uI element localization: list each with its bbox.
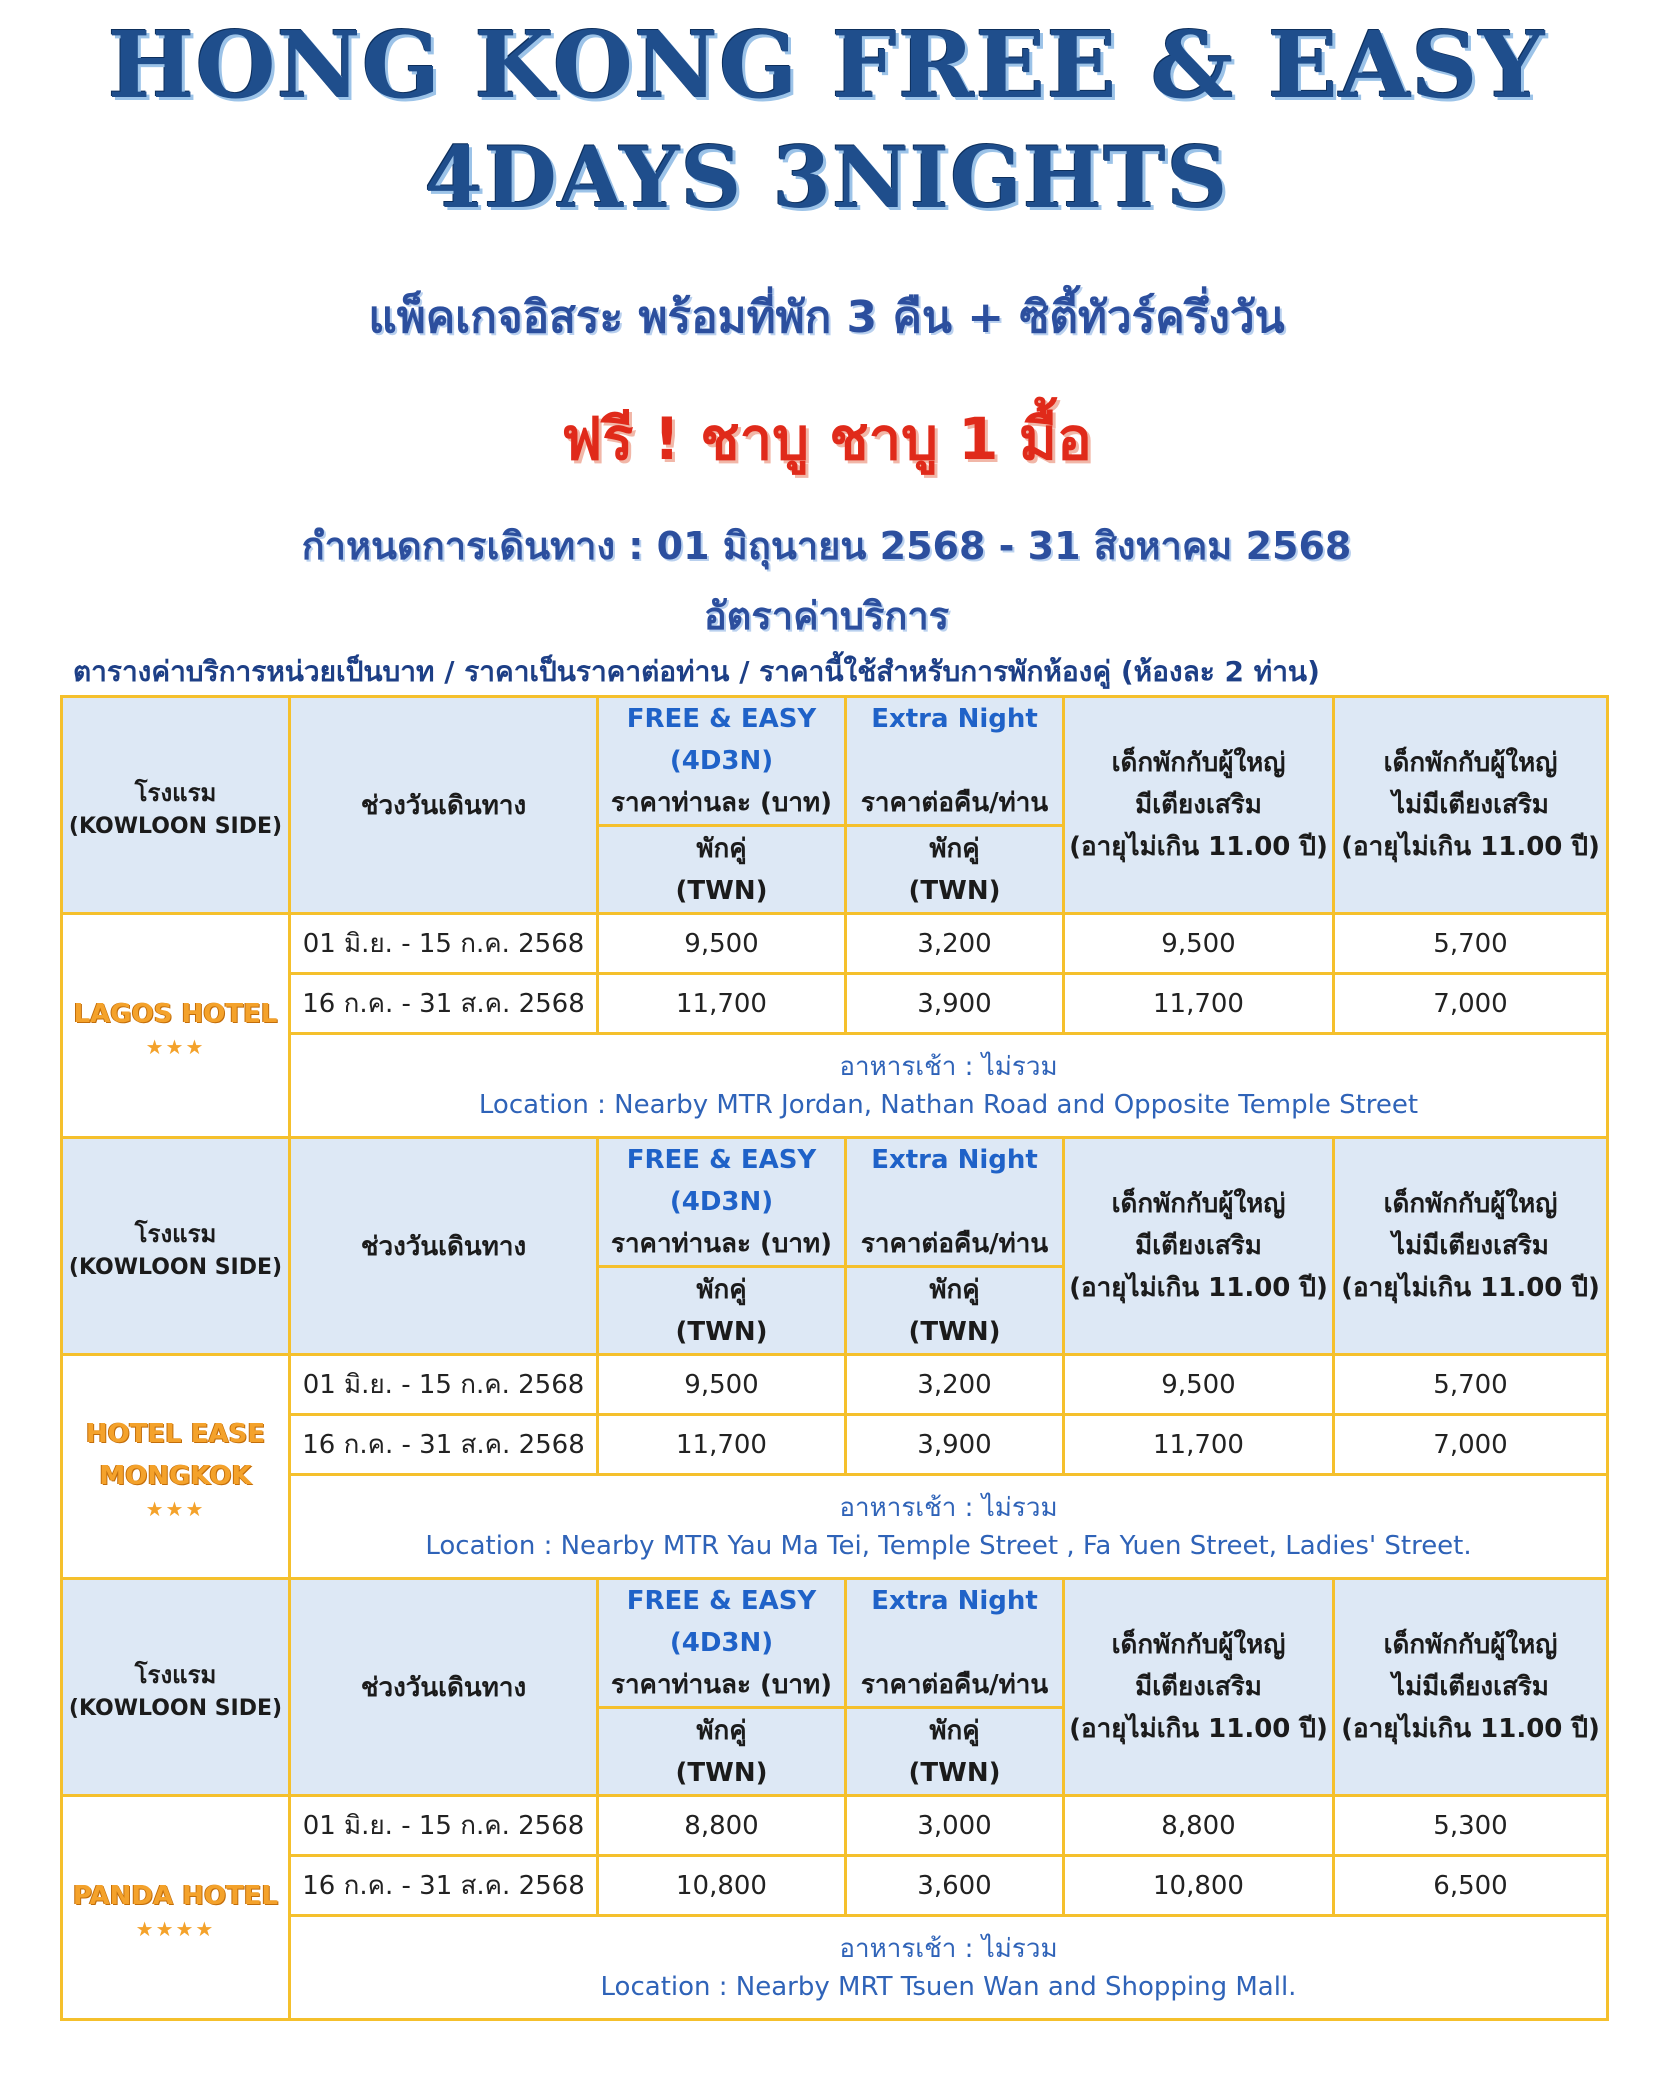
period-column-header [290, 1138, 598, 1355]
price-row [62, 914, 1608, 974]
hotel-side-label: (KOWLOON SIDE) [68, 813, 283, 839]
extra-night-price: 3,200 [846, 1355, 1064, 1415]
travel-period-cell: 16 ก.ค. - 31 ส.ค. 2568 [290, 1856, 598, 1916]
free-easy-column-header [598, 1579, 846, 1708]
hotel-name-cell [62, 1796, 290, 2020]
hotel-info-cell [290, 1916, 1608, 2020]
price-row [62, 1796, 1608, 1856]
child-bed-label-1: เด็กพักกับผู้ใหญ่ [1111, 1630, 1286, 1660]
child-extra-bed-price: 8,800 [1064, 1796, 1334, 1856]
twin-label: พักคู่ [929, 833, 980, 864]
extra-night-twin-header [846, 826, 1064, 914]
child-no-bed-price: 5,300 [1334, 1796, 1608, 1856]
extra-night-price: 3,900 [846, 974, 1064, 1034]
child-nobed-label-1: เด็กพักกับผู้ใหญ่ [1383, 748, 1558, 778]
child-no-bed-price: 6,500 [1334, 1856, 1608, 1916]
child-bed-label-1: เด็กพักกับผู้ใหญ่ [1111, 748, 1286, 778]
hotel-info-row [62, 1475, 1608, 1579]
breakfast-info: อาหารเช้า : ไม่รวม [839, 1051, 1058, 1082]
extra-night-price: 3,600 [846, 1856, 1064, 1916]
free-easy-price-label: ราคาท่านละ (บาท) [610, 788, 833, 818]
extra-night-price-label: ราคาต่อคืน/ท่าน [860, 788, 1049, 818]
child-extra-bed-price: 11,700 [1064, 974, 1334, 1034]
breakfast-info: อาหารเช้า : ไม่รวม [839, 1492, 1058, 1523]
hotel-info-cell [290, 1475, 1608, 1579]
hotel-info-cell [290, 1034, 1608, 1138]
twn-label: (TWN) [908, 875, 1001, 906]
extra-night-price: 3,000 [846, 1796, 1064, 1856]
twn-label: (TWN) [908, 1757, 1001, 1788]
free-easy-label: FREE & EASY [626, 1145, 817, 1175]
promo-text: ฟรี ! ชาบู ชาบู 1 มื้อ [561, 405, 1092, 473]
hotel-name-line-2: MONGKOK [99, 1460, 252, 1491]
extra-night-column-header [846, 1138, 1064, 1267]
location-info: Location : Nearby MTR Jordan, Nathan Road and Opposite Temple Street [478, 1089, 1419, 1120]
hotel-header-label: โรงแรม [134, 1660, 217, 1689]
child-nobed-label-2: ไม่มีเตียงเสริม [1392, 1672, 1549, 1702]
hotel-info-row [62, 1916, 1608, 2020]
free-easy-price: 11,700 [598, 974, 846, 1034]
child-extra-bed-price: 10,800 [1064, 1856, 1334, 1916]
child-nobed-label-2: ไม่มีเตียงเสริม [1392, 790, 1549, 820]
hotel-column-header [62, 1138, 290, 1355]
twin-label: พักคู่ [696, 833, 747, 864]
child-no-bed-price: 5,700 [1334, 1355, 1608, 1415]
child-no-bed-price: 7,000 [1334, 1415, 1608, 1475]
child-extra-bed-column-header [1064, 1579, 1334, 1796]
free-easy-label: FREE & EASY [626, 1586, 817, 1616]
free-easy-twin-header [598, 1267, 846, 1355]
hotel-header-label: โรงแรม [134, 778, 217, 807]
child-nobed-age-label: (อายุไม่เกิน 11.00 ปี) [1341, 832, 1600, 862]
child-extra-bed-price: 11,700 [1064, 1415, 1334, 1475]
extra-night-column-header [846, 1579, 1064, 1708]
twin-label: พักคู่ [696, 1715, 747, 1746]
location-info: Location : Nearby MRT Tsuen Wan and Shopping Mall. [600, 1971, 1297, 2002]
free-easy-price: 10,800 [598, 1856, 846, 1916]
free-easy-twin-header [598, 826, 846, 914]
period-header-label: ช่วงวันเดินทาง [360, 1672, 527, 1703]
travel-period-cell: 01 มิ.ย. - 15 ก.ค. 2568 [290, 1796, 598, 1856]
hotel-stars: ★★★★ [135, 1916, 216, 1941]
period-header-label: ช่วงวันเดินทาง [360, 790, 527, 821]
twin-label: พักคู่ [929, 1274, 980, 1305]
extra-night-column-header [846, 697, 1064, 826]
hotel-name-cell [62, 914, 290, 1138]
free-easy-price: 9,500 [598, 914, 846, 974]
child-bed-age-label: (อายุไม่เกิน 11.00 ปี) [1069, 1714, 1328, 1744]
hotel-column-header [62, 697, 290, 914]
travel-period-cell: 16 ก.ค. - 31 ส.ค. 2568 [290, 1415, 598, 1475]
hotel-name: PANDA HOTEL [72, 1880, 279, 1911]
extra-night-label: Extra Night [871, 704, 1038, 734]
package-subtitle: แพ็คเกจอิสระ พร้อมที่พัก 3 คืน + ซิตี้ทัวร์ครึ่งวัน [368, 292, 1285, 343]
price-row [62, 974, 1608, 1034]
child-bed-age-label: (อายุไม่เกิน 11.00 ปี) [1069, 832, 1328, 862]
child-no-bed-column-header [1334, 1579, 1608, 1796]
period-column-header [290, 1579, 598, 1796]
free-easy-price: 8,800 [598, 1796, 846, 1856]
hotel-name: HOTEL EASE [85, 1418, 266, 1449]
rate-heading: อัตราค่าบริการ [703, 594, 950, 638]
child-bed-label-2: มีเตียงเสริม [1135, 1231, 1262, 1261]
extra-night-label: Extra Night [871, 1145, 1038, 1175]
free-easy-days-label: (4D3N) [669, 1187, 774, 1217]
travel-period-cell: 01 มิ.ย. - 15 ก.ค. 2568 [290, 1355, 598, 1415]
free-easy-days-label: (4D3N) [669, 746, 774, 776]
child-bed-label-1: เด็กพักกับผู้ใหญ่ [1111, 1189, 1286, 1219]
twn-label: (TWN) [675, 1316, 768, 1347]
child-bed-label-2: มีเตียงเสริม [1135, 790, 1262, 820]
period-header-label: ช่วงวันเดินทาง [360, 1231, 527, 1262]
free-easy-column-header [598, 1138, 846, 1267]
travel-period-cell: 16 ก.ค. - 31 ส.ค. 2568 [290, 974, 598, 1034]
extra-night-label: Extra Night [871, 1586, 1038, 1616]
rate-table [60, 695, 1609, 2021]
child-extra-bed-column-header [1064, 1138, 1334, 1355]
child-bed-age-label: (อายุไม่เกิน 11.00 ปี) [1069, 1273, 1328, 1303]
price-row [62, 1856, 1608, 1916]
child-nobed-label-2: ไม่มีเตียงเสริม [1392, 1231, 1549, 1261]
child-no-bed-column-header [1334, 1138, 1608, 1355]
title-line-2: 4DAYS 3NIGHTS [424, 128, 1229, 227]
table-header-row [62, 1579, 1608, 1708]
hotel-name: LAGOS HOTEL [73, 998, 278, 1029]
table-header-row [62, 697, 1608, 826]
child-nobed-label-1: เด็กพักกับผู้ใหญ่ [1383, 1630, 1558, 1660]
child-no-bed-column-header [1334, 697, 1608, 914]
rate-table-body [62, 697, 1608, 2020]
extra-night-twin-header [846, 1267, 1064, 1355]
period-column-header [290, 697, 598, 914]
hotel-stars: ★★★ [145, 1034, 206, 1059]
child-no-bed-price: 7,000 [1334, 974, 1608, 1034]
hotel-column-header [62, 1579, 290, 1796]
extra-night-price: 3,200 [846, 914, 1064, 974]
title-line-1: HONG KONG FREE & EASY [107, 11, 1546, 119]
travel-period: กำหนดการเดินทาง : 01 มิถุนายน 2568 - 31 สิงหาคม 2568 [301, 524, 1352, 568]
free-easy-price-label: ราคาท่านละ (บาท) [610, 1670, 833, 1700]
hotel-stars: ★★★ [145, 1496, 206, 1521]
travel-period-cell: 01 มิ.ย. - 15 ก.ค. 2568 [290, 914, 598, 974]
price-row [62, 1415, 1608, 1475]
child-no-bed-price: 5,700 [1334, 914, 1608, 974]
twn-label: (TWN) [908, 1316, 1001, 1347]
twn-label: (TWN) [675, 1757, 768, 1788]
free-easy-days-label: (4D3N) [669, 1628, 774, 1658]
free-easy-column-header [598, 697, 846, 826]
child-extra-bed-price: 9,500 [1064, 1355, 1334, 1415]
child-nobed-age-label: (อายุไม่เกิน 11.00 ปี) [1341, 1273, 1600, 1303]
child-bed-label-2: มีเตียงเสริม [1135, 1672, 1262, 1702]
free-easy-twin-header [598, 1708, 846, 1796]
extra-night-twin-header [846, 1708, 1064, 1796]
child-extra-bed-column-header [1064, 697, 1334, 914]
free-easy-price: 11,700 [598, 1415, 846, 1475]
extra-night-price-label: ราคาต่อคืน/ท่าน [860, 1670, 1049, 1700]
hotel-info-row [62, 1034, 1608, 1138]
child-nobed-age-label: (อายุไม่เกิน 11.00 ปี) [1341, 1714, 1600, 1744]
hotel-side-label: (KOWLOON SIDE) [68, 1254, 283, 1280]
free-easy-price-label: ราคาท่านละ (บาท) [610, 1229, 833, 1259]
twn-label: (TWN) [675, 875, 768, 906]
twin-label: พักคู่ [696, 1274, 747, 1305]
location-info: Location : Nearby MTR Yau Ma Tei, Temple Street , Fa Yuen Street, Ladies' Street. [425, 1530, 1472, 1561]
hotel-side-label: (KOWLOON SIDE) [68, 1695, 283, 1721]
price-note: ตารางค่าบริการหน่วยเป็นบาท / ราคาเป็นราคาต่อท่าน / ราคานี้ใช้สำหรับการพักห้องคู่ (ห้องละ 2 ท่าน) [73, 655, 1320, 688]
child-nobed-label-1: เด็กพักกับผู้ใหญ่ [1383, 1189, 1558, 1219]
hotel-name-cell [62, 1355, 290, 1579]
extra-night-price: 3,900 [846, 1415, 1064, 1475]
table-header-row [62, 1138, 1608, 1267]
hotel-header-label: โรงแรม [134, 1219, 217, 1248]
breakfast-info: อาหารเช้า : ไม่รวม [839, 1933, 1058, 1964]
free-easy-price: 9,500 [598, 1355, 846, 1415]
extra-night-price-label: ราคาต่อคืน/ท่าน [860, 1229, 1049, 1259]
twin-label: พักคู่ [929, 1715, 980, 1746]
child-extra-bed-price: 9,500 [1064, 914, 1334, 974]
free-easy-label: FREE & EASY [626, 704, 817, 734]
price-row [62, 1355, 1608, 1415]
